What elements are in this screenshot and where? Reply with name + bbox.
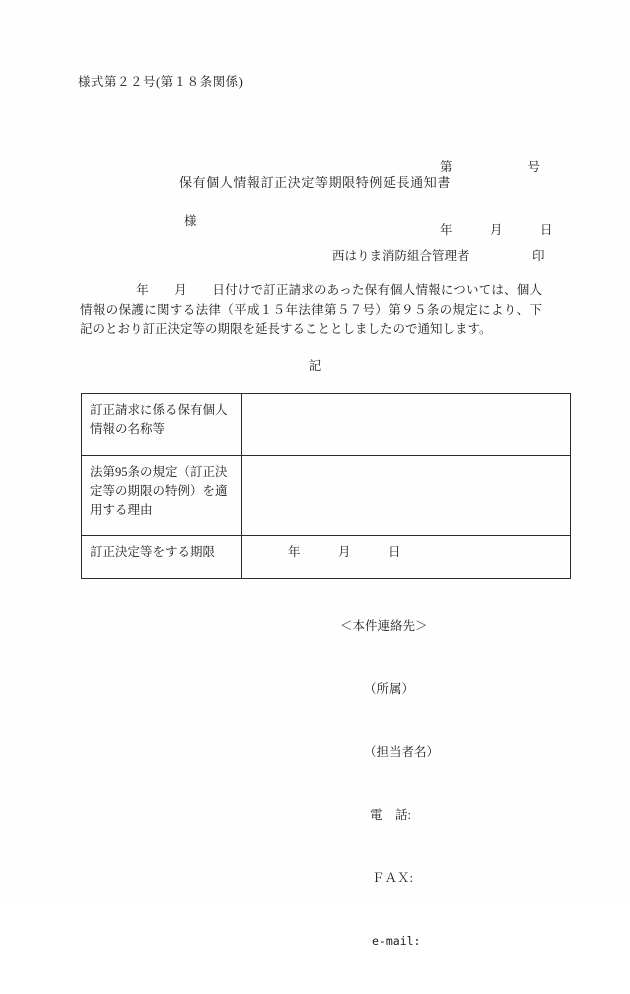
contact-telephone-field: 電 話: — [370, 808, 411, 822]
body-paragraph — [80, 281, 542, 340]
contact-department-field: （所属） — [364, 682, 415, 696]
contact-block — [340, 574, 439, 994]
document-title: 保有個人情報訂正決定等期限特例延長通知書 — [178, 175, 451, 190]
document-number-field: 第 号 — [440, 160, 541, 174]
contact-fax-field: ＦＡＸ: — [372, 871, 413, 885]
table-row-value[interactable] — [242, 456, 571, 536]
issuer-name-and-seal: 西はりま消防組合管理者 印 — [332, 249, 545, 263]
contact-heading: ＜本件連絡先＞ — [340, 619, 428, 633]
form-number: 様式第２２号(第１８条関係) — [78, 75, 244, 89]
body-line-2: 護に関する法律（平成１５年法律第５７号）第９５条の規定により、下記のとおり訂正決 — [80, 302, 542, 336]
contact-person-field: （担当者名） — [364, 745, 440, 759]
deadline-date-field: 年 月 日 — [288, 545, 401, 559]
table-row — [82, 394, 571, 456]
addressee-honorific: 様 — [184, 214, 197, 228]
record-table — [81, 393, 571, 579]
contact-email-field: e-mail: — [372, 934, 421, 948]
table-row — [82, 536, 571, 579]
table-row-label: 訂正請求に係る保有個人情報の名称等 — [82, 394, 242, 456]
table-row-value[interactable] — [242, 536, 571, 579]
body-line-1: 年 月 日付けで訂正請求のあった保有個人情報については、個人情報の保 — [80, 283, 542, 317]
table-row-label: 法第95条の規定（訂正決定等の期限の特例）を適用する理由 — [82, 456, 242, 536]
ki-marker: 記 — [308, 359, 322, 373]
table-row-label: 訂正決定等をする期限 — [82, 536, 242, 579]
table-row — [82, 456, 571, 536]
body-line-3: 定等の期限を延長することとしましたので通知します。 — [180, 322, 492, 336]
table-row-value[interactable] — [242, 394, 571, 456]
document-date-field: 年 月 日 — [440, 223, 553, 237]
